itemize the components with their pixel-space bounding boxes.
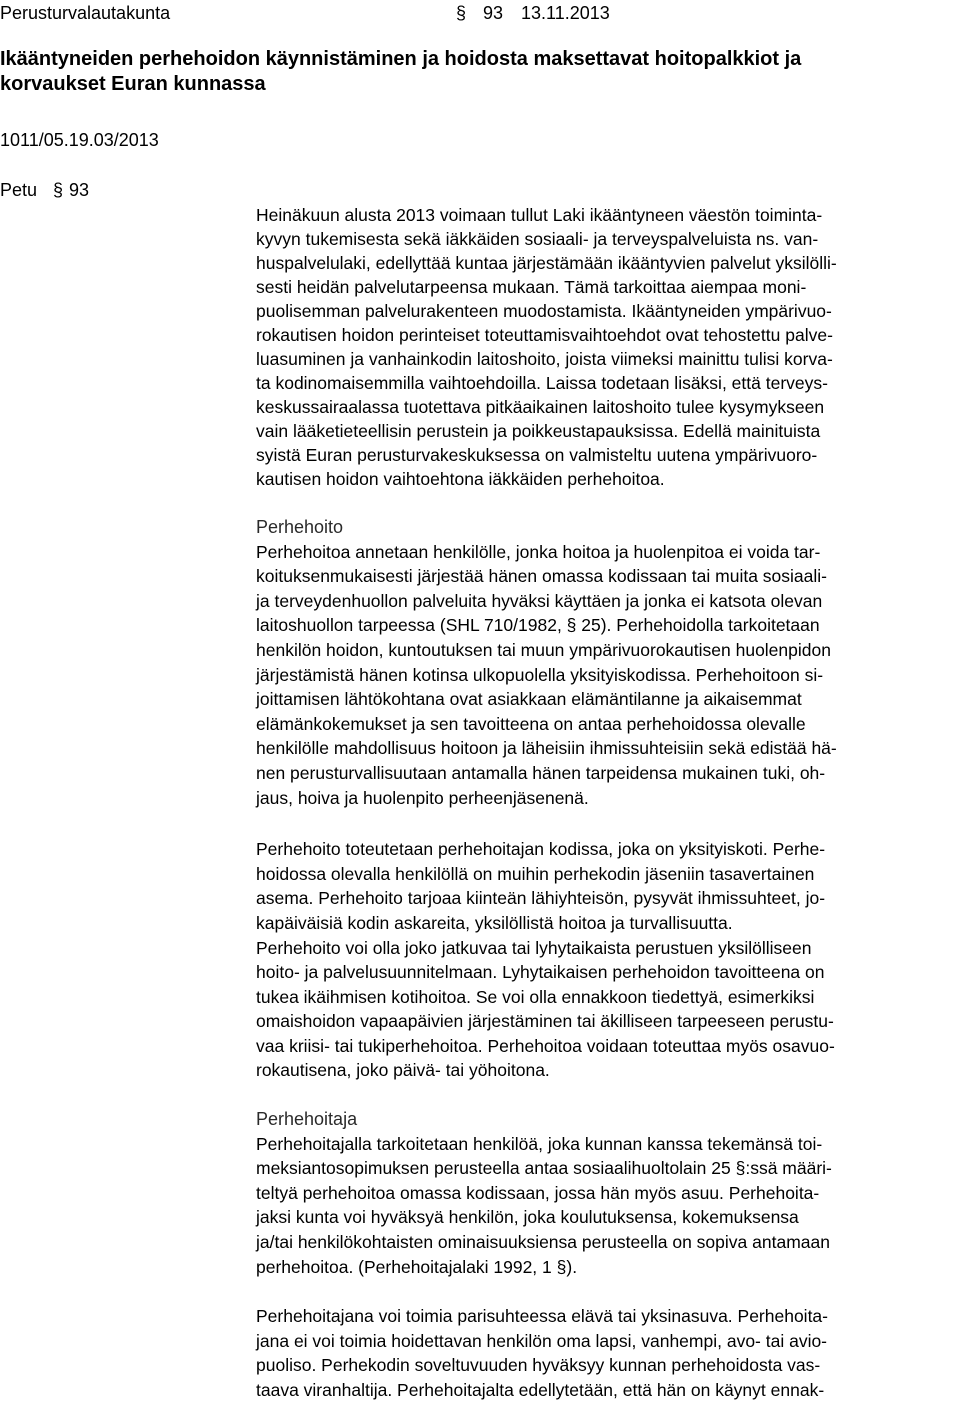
document-title — [0, 47, 950, 96]
text-line: rokautisena, joko päivä- tai yöhoitona. — [256, 1060, 550, 1081]
text-line: syistä Euran perusturvakeskuksessa on valmisteltu uutena ympärivuoro- — [256, 445, 818, 465]
case-number: 93 — [69, 180, 90, 200]
case-section-mark: § — [53, 180, 64, 200]
text-line: Heinäkuun alusta 2013 voimaan tullut Laki ikääntyneen väestön toiminta- — [256, 205, 823, 225]
text-line: joittamisen lähtökohtana ovat asiakkaan elämäntilanne ja aikaisemmat — [256, 689, 802, 710]
text-line: Perhehoitajalla tarkoitetaan henkilöä, joka kunnan kanssa tekemänsä toi- — [256, 1133, 823, 1154]
case-label: Petu — [0, 180, 38, 200]
text-line: ja terveydenhuollon palveluita hyväksi käyttäen ja jonka ei katsota olevan — [256, 590, 823, 611]
text-line: järjestämistä hänen kotinsa ulkopuolella yksityiskodissa. Perhehoitoon si- — [256, 664, 824, 685]
title-line: korvaukset Euran kunnassa — [0, 72, 266, 95]
section-number: 93 — [483, 3, 504, 23]
paragraph — [256, 540, 960, 811]
page-header — [0, 1, 960, 25]
text-line: kyvyn tukemisesta sekä iäkkäiden sosiaali- ja terveyspalveluista ns. van- — [256, 229, 819, 249]
text-line: jana ei voi toimia hoidettavan henkilön oma lapsi, vanhempi, avo- tai avio- — [256, 1330, 828, 1351]
document-body — [256, 203, 960, 1403]
text-line: laitoshuollon tarpeessa (SHL 710/1982, § 25). Perhehoidolla tarkoitetaan — [256, 615, 820, 636]
text-line: meksiantosopimuksen perusteella antaa sosiaalihuoltolain 25 §:ssä määri- — [256, 1158, 832, 1179]
text-line: tukea ikäihmisen kotihoitoa. Se voi olla ennakkoon tiedettyä, esimerkiksi — [256, 986, 815, 1007]
text-line: keskussairaalassa tuotettava pitkäaikainen laitoshoito tulee kysymykseen — [256, 397, 825, 417]
text-line: asema. Perhehoito tarjoaa kiinteän lähiyhteisön, pysyvät ihmissuhteet, jo- — [256, 888, 826, 909]
text-line: ja/tai henkilökohtaisten ominaisuuksiensa perusteella on sopiva antamaan — [256, 1232, 830, 1253]
organ-name: Perusturvalautakunta — [0, 3, 171, 23]
paragraph — [256, 1132, 960, 1280]
text-line: Perhehoitoa annetaan henkilölle, jonka hoitoa ja huolenpitoa ei voida tar- — [256, 541, 821, 562]
text-line: puolisemman palvelurakenteen muodostamista. Ikääntyneiden ympärivuo- — [256, 301, 832, 321]
paragraph — [256, 1304, 960, 1402]
intro-paragraph — [256, 203, 960, 491]
text-line: vain lääketieteellisin perustein ja poikkeustapauksissa. Edellä mainituista — [256, 421, 821, 441]
text-line: hoidossa olevalla henkilöllä on muihin perhekodin jäseniin tasavertainen — [256, 863, 815, 884]
section-perhehoito — [256, 515, 960, 1083]
paragraph — [256, 837, 960, 1083]
text-line: nen perusturvallisuutaan antamalla hänen tarpeidensa mukainen tuki, oh- — [256, 762, 826, 783]
text-line: koituksenmukaisesti järjestää hänen omassa kodissaan tai muita sosiaali- — [256, 566, 827, 587]
text-line: taava viranhaltija. Perhehoitajalta edellytetään, että hän on käynyt ennak- — [256, 1380, 825, 1400]
text-line: luasuminen ja vanhainkodin laitoshoito, joista viimeksi mainittu tulisi korva- — [256, 349, 833, 369]
text-line: teltyä perhehoitoa omassa kodissaan, jossa hän myös asuu. Perhehoita- — [256, 1182, 820, 1203]
text-line: rokautisen hoidon perinteiset toteuttamisvaihtoehdot ovat tehostettu palve- — [256, 325, 833, 345]
text-line: puoliso. Perhekodin soveltuvuuden hyväksyy kunnan perhehoidosta vas- — [256, 1355, 821, 1376]
text-line: elämänkokemukset ja sen tavoitteena on antaa perhehoidossa olevalle — [256, 713, 806, 734]
text-line: perhehoitoa. (Perhehoitajalaki 1992, 1 §). — [256, 1256, 578, 1277]
section-perhehoitaja — [256, 1107, 960, 1403]
text-line: jaksi kunta voi hyväksyä henkilön, joka koulutuksensa, kokemuksensa — [256, 1207, 799, 1228]
case-identifier — [0, 178, 89, 202]
text-line: Perhehoitajana voi toimia parisuhteessa elävä tai yksinasuva. Perhehoita- — [256, 1306, 828, 1327]
section-heading: Perhehoitaja — [256, 1109, 358, 1130]
text-line: hoito- ja palvelusuunnitelmaan. Lyhytaikaisen perhehoidon tavoitteena on — [256, 962, 825, 983]
section-mark: § — [456, 3, 467, 23]
text-line: ta kodinomaisemmilla vaihtoehdoilla. Laissa todetaan lisäksi, että terveys- — [256, 373, 828, 393]
text-line: Perhehoito voi olla joko jatkuvaa tai lyhytaikaista perustuen yksilölliseen — [256, 937, 812, 958]
text-line: sesti heidän palvelutarpeensa mukaan. Tämä tarkoittaa aiempaa moni- — [256, 277, 807, 297]
title-line: Ikääntyneiden perhehoidon käynnistäminen ja hoidosta maksettavat hoitopalkkiot ja — [0, 48, 802, 70]
text-line: henkilön hoidon, kuntoutuksen tai muun ympärivuorokautisen huolenpidon — [256, 639, 831, 660]
text-line: Perhehoito toteutetaan perhehoitajan kodissa, joka on yksityiskoti. Perhe- — [256, 839, 826, 860]
text-line: huspalvelulaki, edellyttää kuntaa järjestämään ikääntyvien palvelut yksilölli- — [256, 253, 837, 273]
text-line: jaus, hoiva ja huolenpito perheenjäsenenä. — [256, 787, 589, 808]
text-line: omaishoidon vapaapäivien järjestäminen tai äkilliseen tarpeeseen perustu- — [256, 1011, 834, 1032]
text-line: kautisen hoidon vaihtoehtona iäkkäiden perhehoitoa. — [256, 469, 665, 489]
text-line: vaa kriisi- tai tukiperhehoitoa. Perhehoitoa voidaan toteuttaa myös osavuo- — [256, 1035, 835, 1056]
text-line: henkilölle mahdollisuus hoitoon ja läheisiin ihmissuhteisiin sekä edistää hä- — [256, 738, 837, 759]
meeting-date: 13.11.2013 — [521, 3, 610, 23]
text-line: kapäiväisiä kodin askareita, yksilöllistä hoitoa ja turvallisuutta. — [256, 912, 733, 933]
reference-number: 1011/05.19.03/2013 — [0, 130, 159, 150]
section-heading: Perhehoito — [256, 517, 344, 537]
